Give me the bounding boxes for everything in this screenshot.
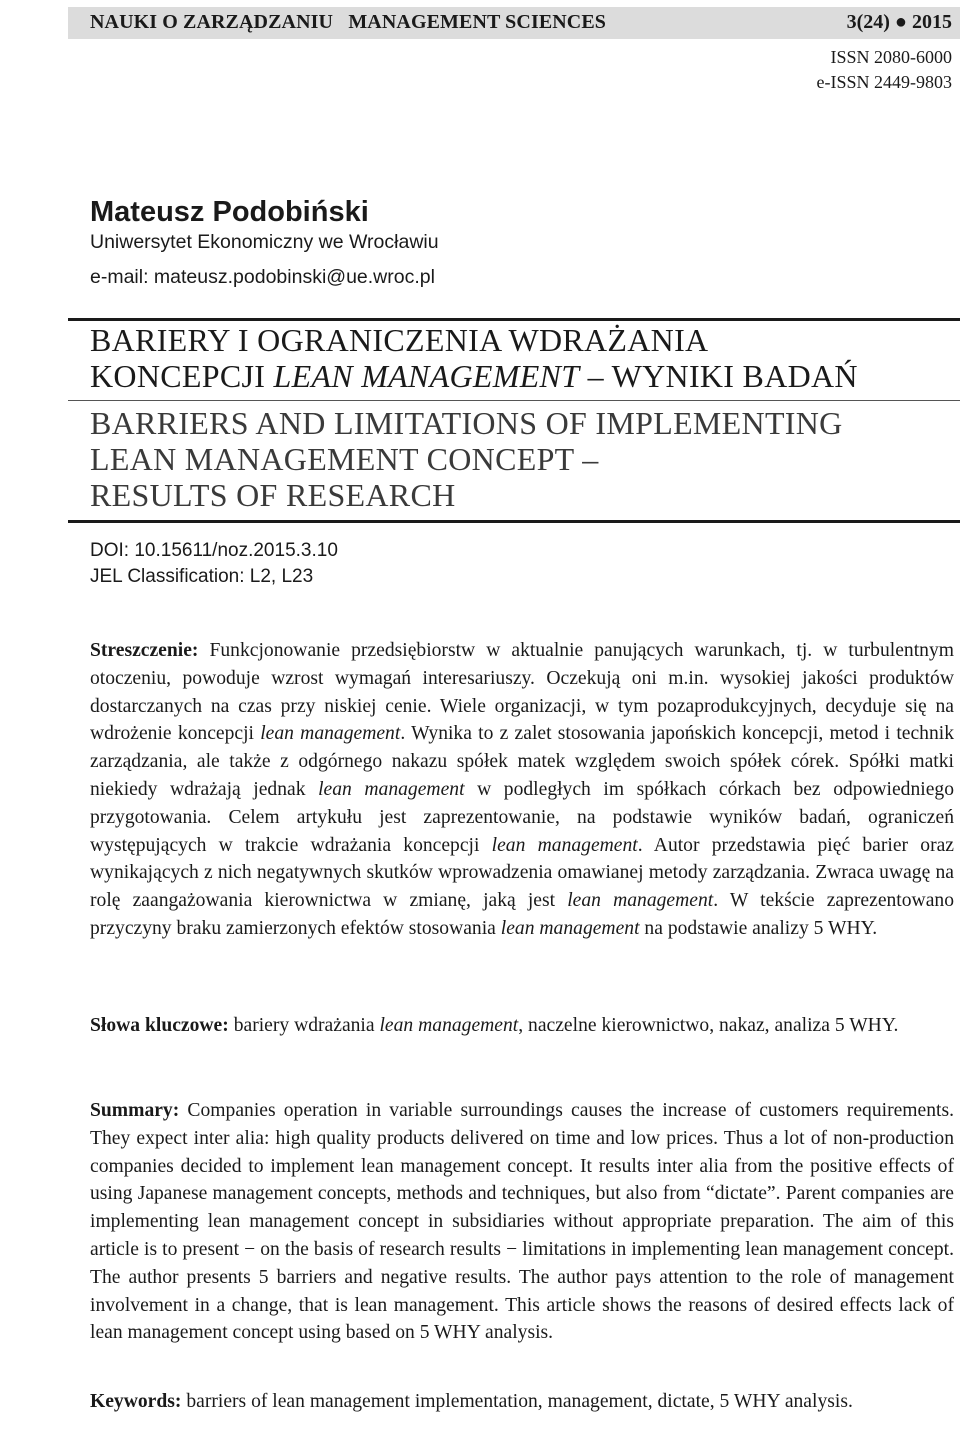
title-english-line-1: BARRIERS AND LIMITATIONS OF IMPLEMENTING — [90, 405, 843, 441]
abstract-italic-term: lean management — [260, 723, 401, 745]
summary-text: Companies operation in variable surroundings causes the increase of customers requirements. They expect inter alia: high quality products delivered on time and low prices. Thus a lot of non-production companies decided to implement lean management concept. It results inter alia from the positive effects of using Japanese management concepts, methods and techniques, but also from “dictate”. Parent companies are implementing lean management concept in subsidiaries without appropriate preparation. The aim of this article is to present − on the basis of research results − limitations in implementing lean management concept. The author presents 5 barriers and negative results. The author pays attention to the role of management involvement in a change, that is lean management. This article shows the reasons of desired effects lack of lean management concept using based on 5 WHY analysis. — [90, 1100, 954, 1344]
abstract-italic-term: lean management — [500, 917, 640, 939]
title-english-line-2: LEAN MANAGEMENT CONCEPT – — [90, 441, 599, 477]
title-polish-line-2 — [90, 358, 950, 394]
keywords-polish-label: Słowa kluczowe: — [90, 1015, 229, 1036]
abstract-polish-label: Streszczenie: — [90, 640, 199, 661]
title-divider — [68, 400, 960, 401]
keywords-text: , naczelne kierownictwo, nakaz, analiza 5 WHY. — [518, 1015, 899, 1036]
summary-english — [90, 1097, 954, 1347]
abstract-text: . Autor przedstawia pięć barier oraz wynikających z nich negatywnych skutków wprowadzenia omawianej metody zarządzania. Zwraca uwagę na rolę zaangażowania kierownictwa w zmianę, jaką jest — [90, 834, 954, 912]
doi: DOI: 10.15611/noz.2015.3.10 — [90, 540, 338, 561]
author-affiliation: Uniwersytet Ekonomiczny we Wrocławiu — [90, 231, 439, 253]
abstract-italic-term: lean management — [491, 834, 638, 856]
title-bottom-rule — [68, 520, 960, 523]
author-email: e-mail: mateusz.podobinski@ue.wroc.pl — [90, 266, 435, 288]
abstract-polish — [90, 637, 954, 943]
abstract-italic-term: lean management — [567, 890, 714, 912]
keywords-text: bariery wdrażania — [228, 1015, 380, 1036]
keywords-english — [90, 1388, 954, 1416]
keywords-italic-term: lean management — [379, 1015, 519, 1036]
abstract-text: . Wynika to z zalet stosowania japońskich koncepcji, metod i technik zarządzania, ale także z odgórnego nakazu spółek matek względem swoich spółek córek. Spółki matki niekiedy wdrażają jednak — [90, 723, 954, 800]
author-name: Mateusz Podobiński — [90, 196, 369, 228]
abstract-text: . W tekście zaprezentowano przyczyny braku zamierzonych efektów stosowania — [90, 890, 954, 939]
title-polish — [90, 322, 950, 394]
jel-classification: JEL Classification: L2, L23 — [90, 566, 314, 587]
keywords-english-label: Keywords: — [90, 1391, 182, 1412]
title-top-rule — [68, 318, 960, 321]
abstract-text: Funkcjonowanie przedsiębiorstw w aktualnie panujących warunkach, tj. w turbulentnym otoczeniu, powoduje wzrost wymagań interesariuszy. Oczekują oni m.in. wysokiej jakości produktów dostarczanych na czas przy niskiej cenie. Wiele organizacji, w tym pozaprodukcyjnych, decyduje się na wdrożenie koncepcji — [90, 640, 954, 745]
title-english — [90, 405, 950, 513]
journal-issue: 3(24) ● 2015 — [846, 11, 952, 33]
title-polish-line-1: BARIERY I OGRANICZENIA WDRAŻANIA — [90, 322, 709, 358]
abstract-text: na podstawie analizy 5 WHY. — [639, 917, 878, 939]
eissn: e-ISSN 2449-9803 — [816, 72, 952, 92]
title-polish-text: KONCEPCJI — [90, 358, 274, 394]
title-polish-italic: LEAN MANAGEMENT — [273, 358, 580, 394]
issn: ISSN 2080-6000 — [830, 47, 952, 67]
abstract-italic-term: lean management — [318, 778, 465, 800]
keywords-english-text: barriers of lean management implementation, management, dictate, 5 WHY analysis. — [181, 1391, 853, 1412]
title-english-line-3: RESULTS OF RESEARCH — [90, 477, 456, 513]
journal-name: NAUKI O ZARZĄDZANIU MANAGEMENT SCIENCES — [90, 11, 607, 33]
title-polish-text: – WYNIKI BADAŃ — [579, 358, 858, 394]
summary-english-label: Summary: — [90, 1100, 180, 1121]
keywords-polish — [90, 1012, 954, 1040]
abstract-text: w podległych im spółkach córkach bez odpowiedniego przygotowania. Celem artykułu jest zaprezentowanie, na podstawie wyników badań, ograniczeń występujących w trakcie wdrażania koncepcji — [90, 778, 954, 856]
